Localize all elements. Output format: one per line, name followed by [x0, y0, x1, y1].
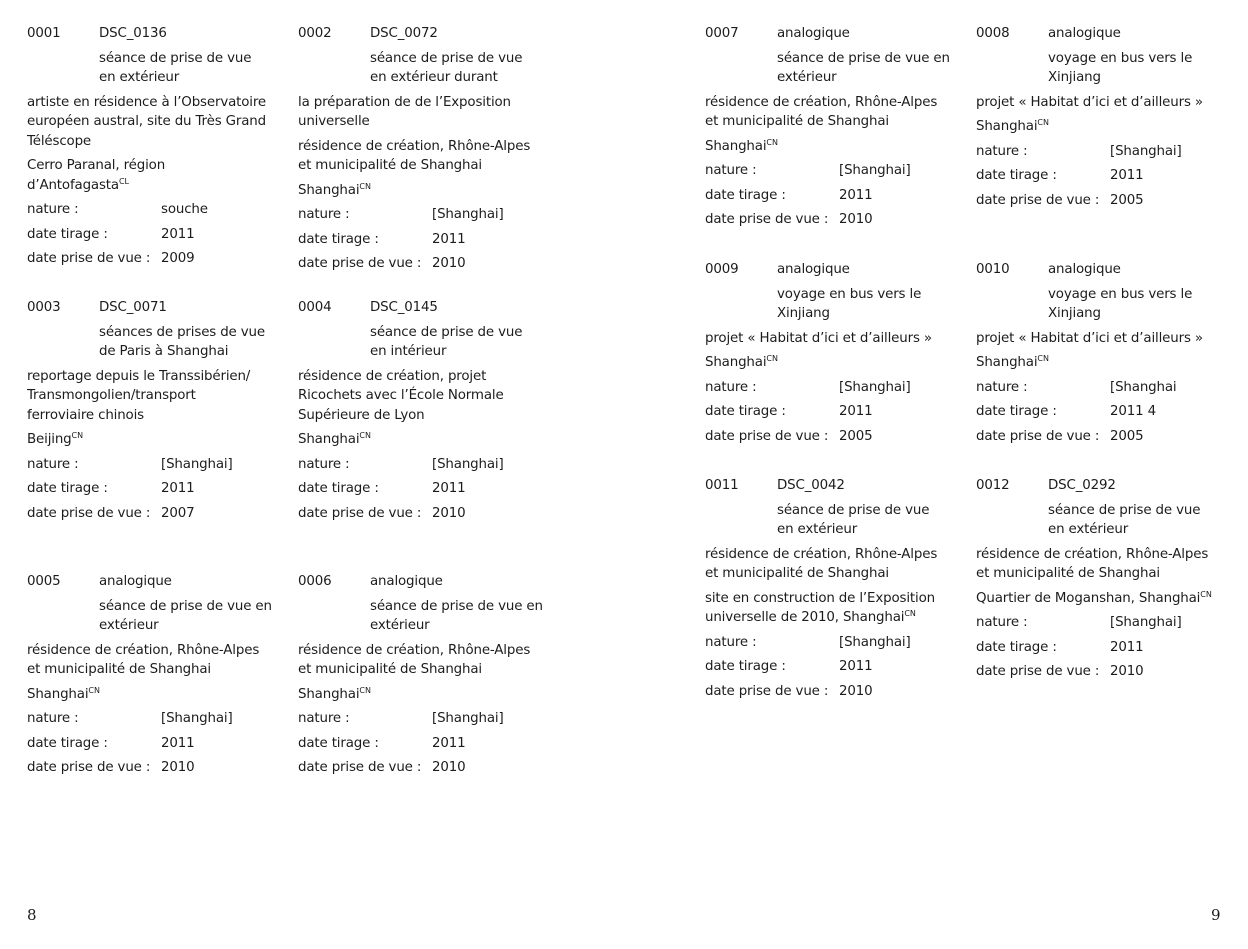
- catalogue-entry: [705, 24, 967, 230]
- shot-date-label: date prise de vue :: [705, 428, 829, 444]
- context-line: et municipalité de Shanghai: [27, 662, 211, 677]
- entry-number: 0012: [976, 478, 1010, 493]
- place-line: [298, 685, 560, 705]
- context-line: résidence de création, Rhône-Alpes: [705, 546, 938, 562]
- print-date-value: 2011: [839, 404, 873, 419]
- nature-row: [705, 633, 967, 653]
- shot-date-value: 2010: [432, 505, 466, 521]
- place-line: [705, 353, 967, 373]
- context-line: résidence de création, Rhône-Alpes: [705, 94, 938, 110]
- entry-header: [298, 572, 560, 592]
- entry-context: [298, 641, 560, 680]
- print-date-label: date tirage :: [976, 168, 1057, 183]
- nature-value: [Shanghai]: [839, 379, 911, 395]
- nature-label: nature :: [705, 379, 757, 395]
- entry-place: [976, 117, 1238, 137]
- entry-header: [705, 260, 967, 280]
- entry-header: [976, 260, 1238, 280]
- entry-reference: analogique: [777, 26, 850, 41]
- description-line: séances de prises de vue: [99, 324, 265, 340]
- context-line: Transmongolien/transport: [27, 388, 196, 403]
- place-text: Shanghai: [705, 355, 767, 370]
- nature-value: [Shanghai]: [432, 456, 504, 472]
- entry-place: [976, 353, 1238, 373]
- entry-context: [705, 93, 967, 132]
- entry-description: [1048, 49, 1238, 88]
- entry-context: [27, 641, 289, 680]
- entry-reference: DSC_0136: [99, 26, 167, 41]
- shot-date-value: 2010: [432, 760, 466, 775]
- catalogue-entry: [976, 476, 1238, 682]
- print-date-row: [705, 657, 967, 677]
- place-text: Shanghai: [976, 355, 1038, 370]
- shot-date-label: date prise de vue :: [298, 505, 422, 521]
- place-text: Shanghai: [298, 686, 360, 702]
- shot-date-value: 2010: [839, 683, 873, 699]
- page-number-left: 8: [27, 906, 37, 924]
- country-code: CL: [118, 176, 130, 186]
- place-line: [976, 117, 1238, 137]
- description-line: en extérieur: [99, 70, 180, 85]
- entry-header: [976, 24, 1238, 44]
- print-date-label: date tirage :: [976, 404, 1057, 419]
- page-number-right: 9: [1211, 906, 1221, 924]
- shot-date-value: 2005: [1110, 428, 1144, 444]
- entry-context: [976, 329, 1238, 349]
- country-code: CN: [766, 137, 778, 147]
- print-date-label: date tirage :: [705, 404, 786, 419]
- entry-reference: DSC_0071: [99, 300, 167, 315]
- entry-reference: DSC_0292: [1048, 478, 1116, 493]
- print-date-value: 2011: [839, 659, 873, 674]
- description-line: Xinjiang: [777, 306, 830, 321]
- nature-value: [Shanghai]: [1110, 143, 1182, 159]
- context-line: et municipalité de Shanghai: [976, 566, 1160, 581]
- print-date-row: [298, 734, 560, 754]
- nature-label: nature :: [27, 711, 79, 726]
- entry-number: 0003: [27, 300, 61, 315]
- place-text: Shanghai: [27, 686, 89, 702]
- print-date-row: [298, 230, 560, 250]
- print-date-row: [27, 225, 289, 245]
- description-line: voyage en bus vers le: [1048, 286, 1193, 302]
- entry-reference: analogique: [99, 574, 172, 589]
- context-line: résidence de création, projet: [298, 368, 487, 384]
- catalogue-entry: [705, 476, 967, 701]
- shot-date-row: [298, 254, 560, 274]
- entry-description: [99, 323, 289, 362]
- context-line: ferroviaire chinois: [27, 407, 144, 423]
- place-text: d’Antofagasta: [27, 177, 119, 193]
- catalogue-entry: [298, 298, 560, 523]
- entry-context: [976, 545, 1238, 584]
- description-line: en extérieur: [777, 522, 858, 537]
- shot-date-label: date prise de vue :: [705, 683, 829, 699]
- print-date-row: [705, 402, 967, 422]
- entry-place: [705, 137, 967, 157]
- print-date-value: 2011: [1110, 639, 1144, 655]
- entry-number: 0002: [298, 26, 332, 41]
- entry-description: [777, 501, 967, 540]
- catalogue-entry: [976, 24, 1238, 210]
- nature-row: [27, 709, 289, 729]
- context-line: et municipalité de Shanghai: [298, 662, 482, 677]
- description-line: séance de prise de vue: [370, 50, 523, 66]
- shot-date-value: 2010: [161, 760, 195, 775]
- print-date-value: 2011: [161, 481, 195, 496]
- nature-label: nature :: [27, 456, 79, 472]
- entry-number: 0008: [976, 26, 1010, 41]
- print-date-label: date tirage :: [298, 481, 379, 496]
- context-line: Ricochets avec l’École Normale: [298, 388, 504, 403]
- context-line: projet « Habitat d’ici et d’ailleurs »: [976, 330, 1203, 346]
- catalogue-entry: [27, 298, 289, 523]
- entry-context: [705, 545, 967, 584]
- print-date-value: 2011: [161, 226, 195, 242]
- country-code: CN: [88, 685, 100, 695]
- entry-description: [370, 49, 560, 88]
- entry-place: [27, 685, 289, 705]
- print-date-value: 2011: [432, 481, 466, 496]
- shot-date-row: [27, 758, 289, 778]
- nature-row: [976, 613, 1238, 633]
- place-line: [298, 430, 560, 450]
- shot-date-label: date prise de vue :: [27, 505, 151, 521]
- entry-header: [27, 572, 289, 592]
- shot-date-value: 2009: [161, 251, 195, 266]
- entry-number: 0010: [976, 262, 1010, 277]
- description-line: séance de prise de vue: [777, 502, 930, 518]
- place-text: Quartier de Moganshan, Shanghai: [976, 590, 1201, 606]
- context-line: résidence de création, Rhône-Alpes: [298, 642, 531, 658]
- nature-value: [Shanghai]: [432, 207, 504, 222]
- shot-date-label: date prise de vue :: [976, 428, 1100, 444]
- shot-date-label: date prise de vue :: [298, 256, 422, 271]
- print-date-row: [27, 479, 289, 499]
- context-line: projet « Habitat d’ici et d’ailleurs »: [705, 330, 932, 346]
- entry-description: [1048, 501, 1238, 540]
- description-line: extérieur: [99, 618, 159, 633]
- entry-header: [298, 24, 560, 44]
- description-line: en extérieur durant: [370, 70, 498, 85]
- place-text: Beijing: [27, 432, 72, 447]
- print-date-label: date tirage :: [27, 481, 108, 496]
- entry-place: [705, 589, 967, 628]
- context-line: universelle: [298, 114, 370, 129]
- entry-description: [777, 285, 967, 324]
- entry-context-extra: [298, 137, 560, 176]
- nature-row: [27, 200, 289, 220]
- description-line: extérieur: [370, 618, 430, 633]
- shot-date-label: date prise de vue :: [27, 251, 151, 266]
- print-date-row: [976, 638, 1238, 658]
- description-line: en intérieur: [370, 344, 447, 359]
- catalogue-entry: [705, 260, 967, 446]
- nature-row: [976, 378, 1238, 398]
- print-date-value: 2011: [432, 735, 466, 751]
- nature-value: [Shanghai]: [161, 711, 233, 726]
- entry-reference: DSC_0145: [370, 300, 438, 315]
- country-code: CN: [766, 354, 778, 363]
- print-date-value: 2011: [432, 231, 466, 247]
- print-date-row: [976, 166, 1238, 186]
- print-date-row: [976, 402, 1238, 422]
- shot-date-value: 2005: [839, 428, 873, 444]
- context-line: et municipalité de Shanghai: [298, 158, 482, 173]
- context-line: artiste en résidence à l’Observatoire: [27, 94, 267, 110]
- entry-header: [976, 476, 1238, 496]
- description-line: en extérieur: [1048, 522, 1129, 537]
- entry-number: 0006: [298, 574, 332, 589]
- country-code: CN: [1037, 354, 1049, 363]
- catalogue-entry: [27, 24, 289, 269]
- entry-header: [298, 298, 560, 318]
- context-line: résidence de création, Rhône-Alpes: [976, 546, 1209, 562]
- entry-description: [370, 597, 560, 636]
- context-line: européen austral, site du Très Grand: [27, 114, 266, 129]
- nature-row: [705, 161, 967, 181]
- nature-label: nature :: [298, 456, 350, 472]
- entry-number: 0007: [705, 26, 739, 41]
- print-date-value: 2011: [161, 735, 195, 751]
- nature-label: nature :: [298, 711, 350, 726]
- entry-description: [99, 597, 289, 636]
- entry-number: 0011: [705, 478, 739, 493]
- entry-number: 0001: [27, 26, 61, 41]
- place-text: Shanghai: [298, 432, 360, 447]
- nature-label: nature :: [298, 207, 350, 222]
- place-text: universelle de 2010, Shanghai: [705, 610, 905, 625]
- shot-date-value: 2010: [432, 256, 466, 271]
- nature-label: nature :: [705, 163, 757, 178]
- entry-number: 0004: [298, 300, 332, 315]
- entry-description: [1048, 285, 1238, 324]
- description-line: voyage en bus vers le: [1048, 50, 1193, 66]
- nature-value: [Shanghai]: [839, 163, 911, 178]
- description-line: séance de prise de vue: [370, 324, 523, 340]
- catalogue-entry: [27, 572, 289, 778]
- context-line: reportage depuis le Transsibérien/: [27, 368, 251, 384]
- place-line: [27, 156, 289, 176]
- country-code: CN: [71, 431, 84, 440]
- catalogue-entry: [976, 260, 1238, 446]
- entry-reference: analogique: [1048, 26, 1121, 41]
- description-line: séance de prise de vue: [99, 50, 252, 66]
- place-line: [27, 685, 289, 705]
- description-line: de Paris à Shanghai: [99, 344, 229, 359]
- place-line: [705, 589, 967, 609]
- description-line: voyage en bus vers le: [777, 286, 922, 302]
- entry-header: [705, 476, 967, 496]
- shot-date-label: date prise de vue :: [976, 192, 1100, 208]
- nature-label: nature :: [976, 615, 1028, 630]
- country-code: CN: [359, 431, 371, 440]
- shot-date-value: 2010: [1110, 664, 1144, 679]
- shot-date-row: [298, 758, 560, 778]
- shot-date-row: [705, 682, 967, 702]
- print-date-label: date tirage :: [298, 231, 379, 247]
- entry-context: [298, 93, 560, 132]
- place-line: [976, 589, 1238, 609]
- shot-date-label: date prise de vue :: [27, 760, 151, 775]
- print-date-label: date tirage :: [27, 735, 108, 751]
- nature-value: [Shanghai]: [432, 711, 504, 726]
- entry-context: [298, 367, 560, 426]
- nature-value: [Shanghai]: [161, 456, 233, 472]
- nature-row: [27, 455, 289, 475]
- shot-date-row: [976, 191, 1238, 211]
- description-line: extérieur: [777, 70, 837, 85]
- nature-label: nature :: [976, 143, 1028, 159]
- entry-place: [27, 156, 289, 195]
- entry-number: 0009: [705, 262, 739, 277]
- entry-description: [370, 323, 560, 362]
- context-line: et municipalité de Shanghai: [705, 114, 889, 129]
- nature-label: nature :: [27, 202, 79, 217]
- nature-label: nature :: [976, 379, 1028, 395]
- entry-description: [777, 49, 967, 88]
- shot-date-row: [298, 504, 560, 524]
- place-text: site en construction de l’Exposition: [705, 590, 935, 606]
- nature-row: [298, 455, 560, 475]
- nature-value: [Shanghai]: [839, 634, 911, 650]
- entry-reference: analogique: [777, 262, 850, 277]
- country-code: CN: [359, 685, 371, 695]
- entry-context: [27, 367, 289, 426]
- entry-context: [705, 329, 967, 349]
- place-line: [705, 608, 967, 628]
- print-date-row: [27, 734, 289, 754]
- entry-reference: DSC_0042: [777, 478, 845, 493]
- print-date-value: 2011: [1110, 168, 1144, 183]
- nature-row: [705, 378, 967, 398]
- catalogue-entry: [298, 24, 560, 274]
- right-page: [624, 0, 1248, 949]
- place-line: [976, 353, 1238, 373]
- country-code: CN: [1037, 118, 1049, 127]
- entry-context: [976, 93, 1238, 113]
- country-code: CN: [1200, 589, 1212, 599]
- shot-date-value: 2005: [1110, 192, 1144, 208]
- description-line: séance de prise de vue en: [777, 50, 950, 66]
- place-line: [705, 137, 967, 157]
- print-date-label: date tirage :: [27, 226, 108, 242]
- print-date-label: date tirage :: [976, 639, 1057, 655]
- print-date-row: [298, 479, 560, 499]
- nature-row: [298, 205, 560, 225]
- place-text: Shanghai: [705, 138, 767, 154]
- entry-description: [99, 49, 289, 88]
- entry-number: 0005: [27, 574, 61, 589]
- entry-header: [27, 298, 289, 318]
- description-line: séance de prise de vue en: [370, 598, 543, 614]
- nature-label: nature :: [705, 634, 757, 650]
- print-date-row: [705, 186, 967, 206]
- shot-date-value: 2007: [161, 505, 195, 521]
- print-date-label: date tirage :: [705, 659, 786, 674]
- entry-place: [298, 181, 560, 201]
- nature-value: [Shanghai]: [1110, 615, 1182, 630]
- nature-value: [Shanghai: [1110, 379, 1177, 395]
- entry-place: [705, 353, 967, 373]
- entry-place: [976, 589, 1238, 609]
- shot-date-row: [976, 662, 1238, 682]
- shot-date-row: [705, 210, 967, 230]
- shot-date-row: [27, 504, 289, 524]
- description-line: Xinjiang: [1048, 70, 1101, 85]
- shot-date-row: [705, 427, 967, 447]
- print-date-value: 2011: [839, 187, 873, 203]
- entry-reference: analogique: [1048, 262, 1121, 277]
- print-date-value: 2011 4: [1110, 404, 1156, 419]
- entry-reference: analogique: [370, 574, 443, 589]
- entry-context: [27, 93, 289, 152]
- shot-date-value: 2010: [839, 212, 873, 227]
- context-line: projet « Habitat d’ici et d’ailleurs »: [976, 94, 1203, 110]
- context-line: Téléscope: [27, 133, 92, 149]
- place-text: Shanghai: [298, 182, 360, 198]
- context-line: et municipalité de Shanghai: [705, 566, 889, 581]
- shot-date-label: date prise de vue :: [705, 212, 829, 227]
- entry-reference: DSC_0072: [370, 26, 438, 41]
- description-line: Xinjiang: [1048, 306, 1101, 321]
- entry-place: [27, 430, 289, 450]
- shot-date-label: date prise de vue :: [298, 760, 422, 775]
- shot-date-label: date prise de vue :: [976, 664, 1100, 679]
- context-line: résidence de création, Rhône-Alpes: [298, 138, 531, 154]
- nature-row: [976, 142, 1238, 162]
- place-text: Shanghai: [976, 119, 1038, 134]
- print-date-label: date tirage :: [298, 735, 379, 751]
- entry-header: [705, 24, 967, 44]
- context-line: résidence de création, Rhône-Alpes: [27, 642, 260, 658]
- description-line: séance de prise de vue en: [99, 598, 272, 614]
- print-date-label: date tirage :: [705, 187, 786, 203]
- context-line: la préparation de de l’Exposition: [298, 94, 511, 110]
- entry-place: [298, 430, 560, 450]
- catalogue-entry: [298, 572, 560, 778]
- place-line: [27, 430, 289, 450]
- entry-place: [298, 685, 560, 705]
- place-text: Cerro Paranal, région: [27, 158, 166, 173]
- description-line: séance de prise de vue: [1048, 502, 1201, 518]
- country-code: CN: [904, 609, 916, 618]
- place-line: [298, 181, 560, 201]
- nature-value: souche: [161, 202, 208, 217]
- place-line: [27, 176, 289, 196]
- nature-row: [298, 709, 560, 729]
- shot-date-row: [27, 249, 289, 269]
- country-code: CN: [359, 181, 371, 191]
- shot-date-row: [976, 427, 1238, 447]
- context-line: Supérieure de Lyon: [298, 407, 425, 423]
- entry-header: [27, 24, 289, 44]
